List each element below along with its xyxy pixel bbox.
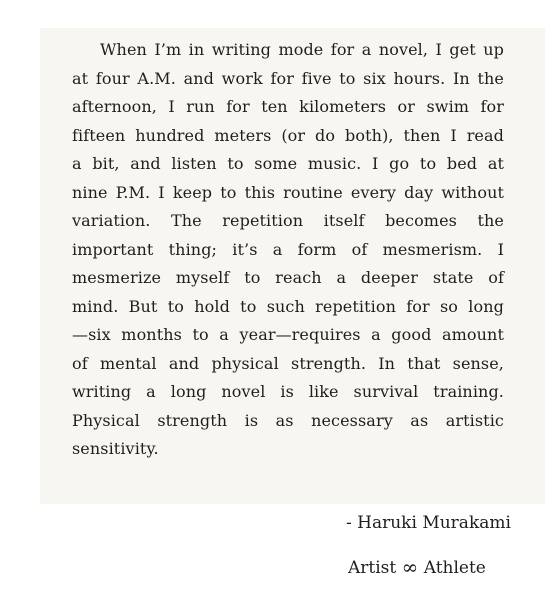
quote-line: mind. But to hold to such repetition for so long xyxy=(72,296,504,316)
quote-line: —six months to a year—requires a good amount xyxy=(72,325,504,344)
quote-panel xyxy=(40,28,545,504)
quote-line: of mental and physical strength. In that sense, xyxy=(72,353,504,373)
quote-line: sensitivity. xyxy=(72,439,159,458)
quote-line: writing a long novel is like survival training. xyxy=(72,382,504,401)
quote-line: variation. The repetition itself becomes the xyxy=(72,211,504,230)
quote-line: Physical strength is as necessary as artistic xyxy=(72,410,504,430)
quote-line: fifteen hundred meters (or do both), then I read xyxy=(72,125,504,145)
quote-line: mesmerize myself to reach a deeper state of xyxy=(72,268,504,287)
tagline-athlete: Athlete xyxy=(423,558,486,578)
quote-attribution: - Haruki Murakami xyxy=(346,513,511,533)
quote-line: at four A.M. and work for five to six hours. In the xyxy=(72,68,504,88)
quote-line: When I’m in writing mode for a novel, I get up xyxy=(100,40,504,59)
quote-line: a bit, and listen to some music. I go to bed at xyxy=(72,154,504,173)
quote-line: important thing; it’s a form of mesmerism. I xyxy=(72,239,504,259)
tagline-artist: Artist xyxy=(348,558,397,578)
tagline xyxy=(348,554,486,581)
quote-text xyxy=(72,36,504,464)
infinity-icon: ∞ xyxy=(401,555,419,579)
quote-line: afternoon, I run for ten kilometers or swim for xyxy=(72,97,504,116)
quote-line: nine P.M. I keep to this routine every day without xyxy=(72,182,504,202)
